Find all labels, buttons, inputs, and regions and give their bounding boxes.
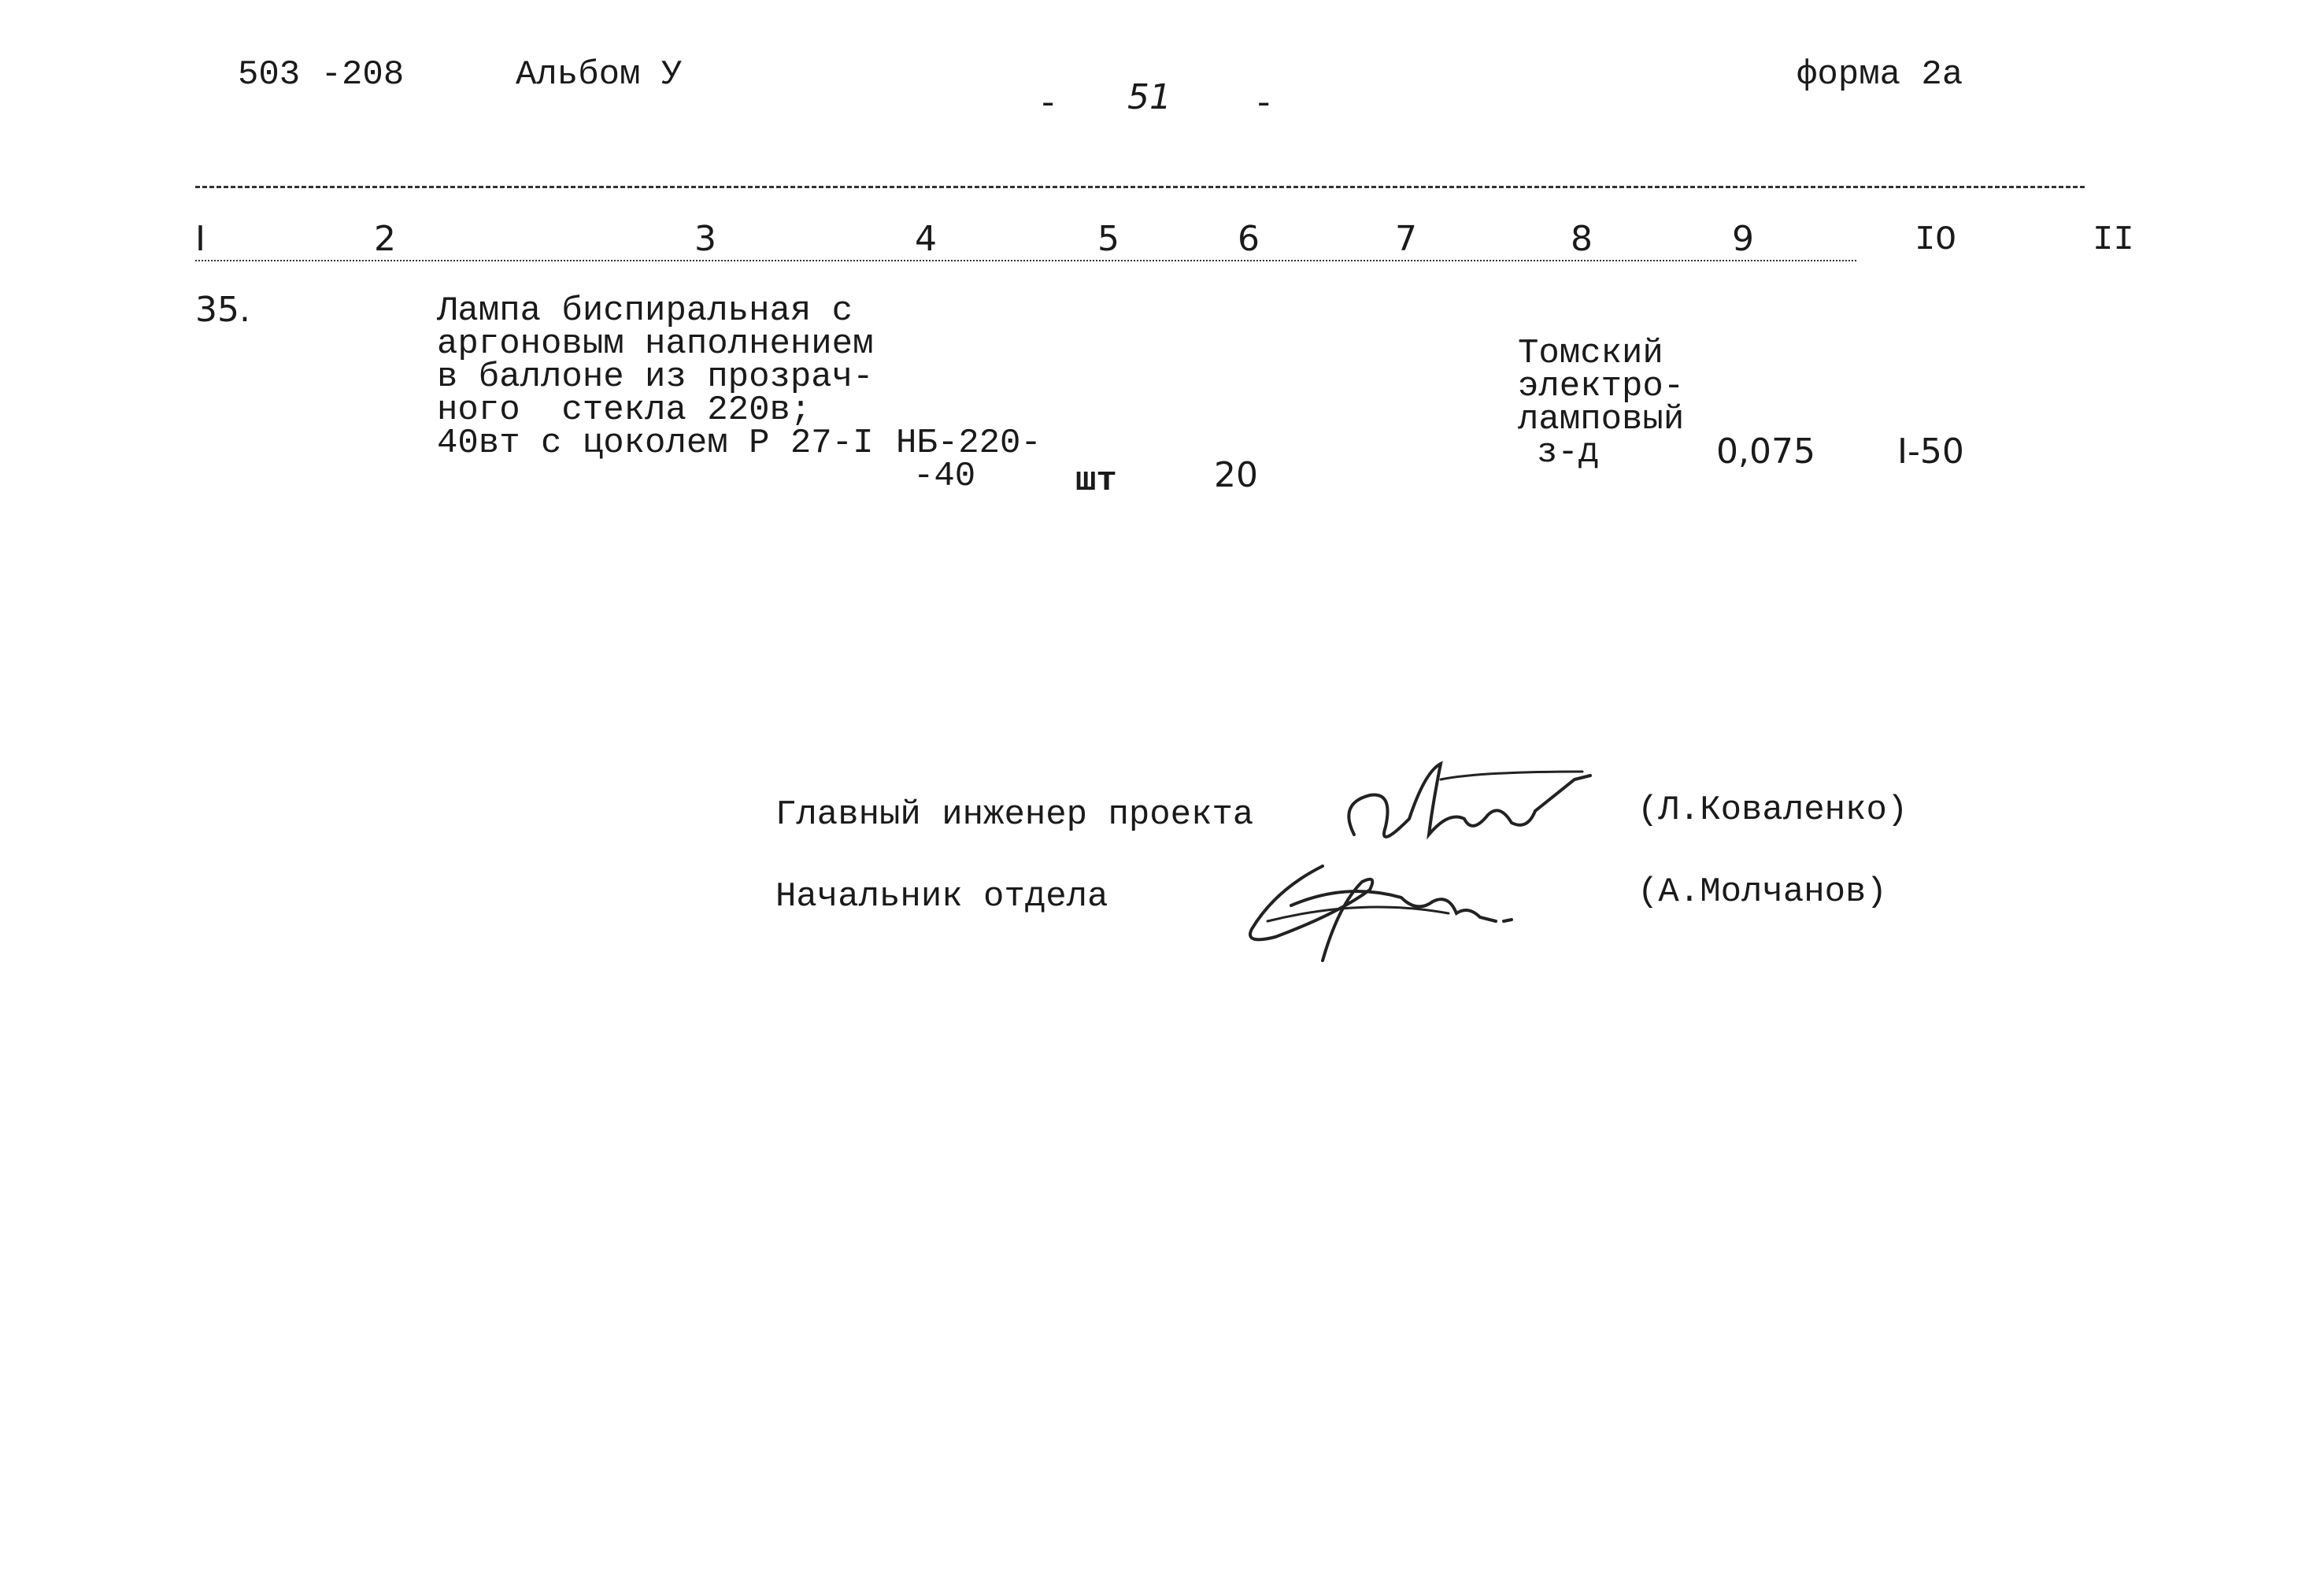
header-rule <box>195 186 2085 188</box>
signature-name: (Л.Коваленко) <box>1638 790 1908 830</box>
item-type-line: НБ-220- <box>896 424 1042 463</box>
page-number: 51 <box>1127 77 1171 117</box>
column-number: 2 <box>374 219 396 259</box>
item-type-line: -40 <box>913 457 976 496</box>
album-label: Альбом У <box>516 55 683 94</box>
item-quantity: 20 <box>1214 455 1258 495</box>
column-number: 9 <box>1732 219 1754 259</box>
item-unit: шт <box>1075 461 1117 501</box>
column-number: 7 <box>1395 219 1417 259</box>
manufacturer-line: ламповый <box>1518 400 1685 439</box>
column-number: II <box>2093 220 2134 260</box>
column-header-underline <box>195 260 1856 261</box>
column-number: 3 <box>694 219 716 259</box>
item-name-line: Лампа биспиральная с <box>437 291 853 331</box>
department-head-signature <box>1244 842 1527 976</box>
signature-role: Начальник отдела <box>775 877 1108 916</box>
item-name-line: ного стекла 220в; <box>437 391 812 430</box>
row-number: 35. <box>195 290 250 330</box>
item-price: 0,075 <box>1716 431 1815 472</box>
column-number: 8 <box>1571 219 1593 259</box>
item-name-line: 40вт с цоколем Р 27-I <box>437 424 874 463</box>
doc-number: 503 -208 <box>238 55 405 94</box>
column-number: IO <box>1915 220 1956 260</box>
manufacturer-line: з-д <box>1537 433 1600 472</box>
item-name-line: аргоновым наполнением <box>437 324 874 364</box>
form-label: форма 2а <box>1797 55 1963 94</box>
column-number: 4 <box>915 219 937 259</box>
column-number: I <box>195 219 205 259</box>
column-number: 5 <box>1097 219 1119 259</box>
page-dash-left: - <box>1038 85 1059 124</box>
page-dash-right: - <box>1253 85 1275 124</box>
column-number: 6 <box>1238 219 1260 259</box>
signature-role: Главный инженер проекта <box>775 795 1254 835</box>
manufacturer-line: электро- <box>1518 367 1685 406</box>
item-name-line: в баллоне из прозрач- <box>437 357 874 397</box>
signature-name: (А.Молчанов) <box>1638 872 1887 912</box>
manufacturer-line: Томский <box>1518 334 1663 373</box>
item-code: I-50 <box>1897 431 1964 472</box>
